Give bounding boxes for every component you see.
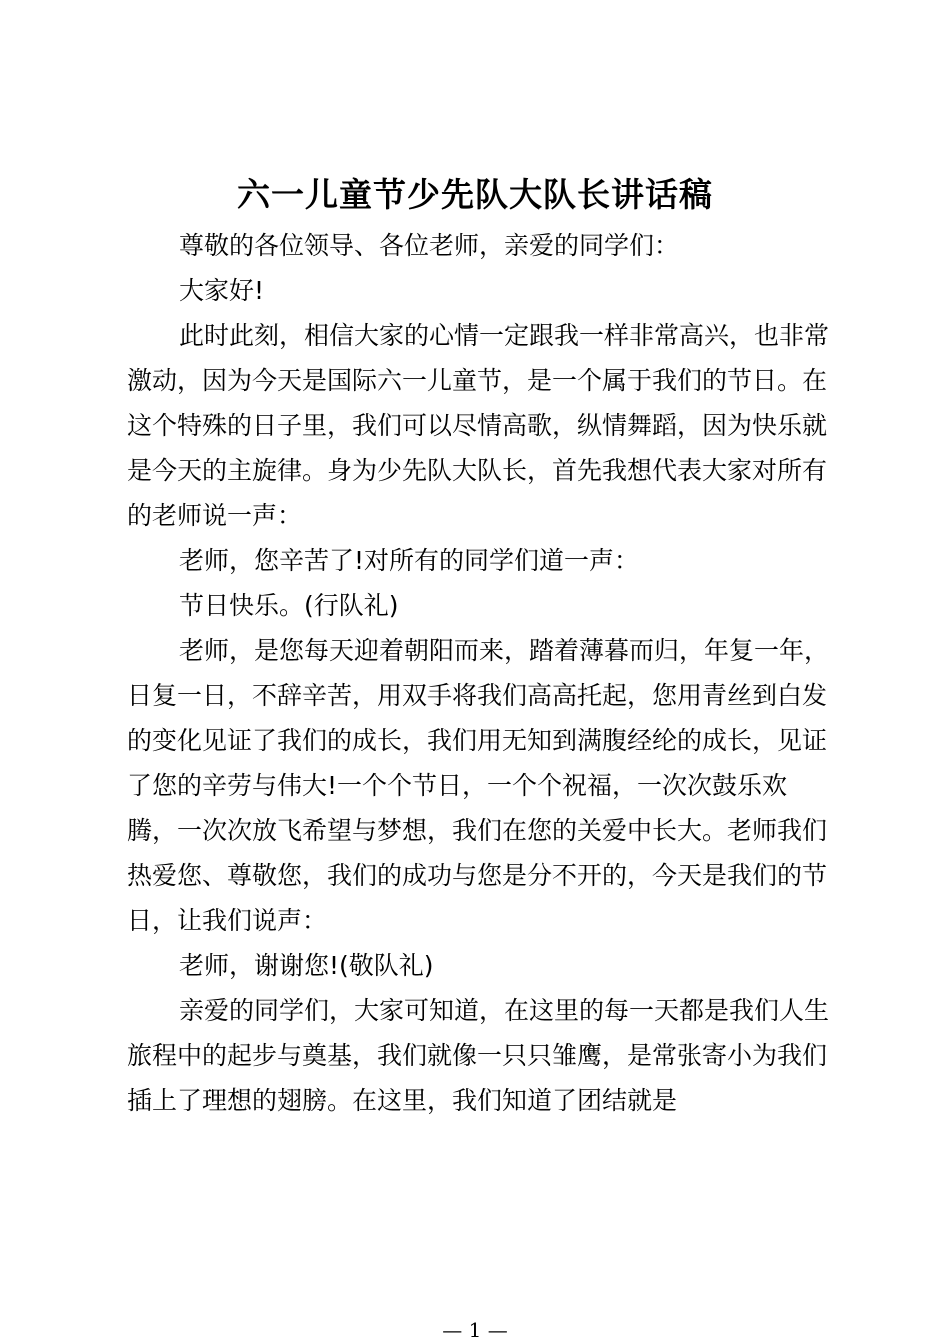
- page-number: — 1 —: [442, 1318, 508, 1342]
- paragraph-hello: 大家好!: [179, 276, 265, 305]
- paragraph-greeting: 尊敬的各位领导、各位老师，亲爱的同学们：: [179, 231, 680, 260]
- paragraph-classmates: 亲爱的同学们，大家可知道，在这里的每一天都是我们人生旅程中的起步与奠基，我们就像一只只雏鹰，是常张寄小为我们插上了理想的翅膀。在这里，我们知道了团结就是: [127, 996, 830, 1115]
- paragraph-holiday-wish: 节日快乐。(行队礼): [179, 591, 399, 620]
- paragraph-thanks-teachers: 老师，您辛苦了!对所有的同学们道一声：: [179, 546, 640, 575]
- paragraph-thank-you: 老师，谢谢您!(敬队礼): [179, 951, 434, 980]
- document-body: [127, 223, 835, 1123]
- paragraph-opening: 此时此刻，相信大家的心情一定跟我一样非常高兴，也非常激动，因为今天是国际六一儿童节，是一个属于我们的节日。在这个特殊的日子里，我们可以尽情高歌，纵情舞蹈，因为快乐就是今天的主旋律。身为少先队大队长，首先我想代表大家对所有的老师说一声：: [127, 321, 830, 530]
- paragraph-teacher-praise: 老师，是您每天迎着朝阳而来，踏着薄暮而归，年复一年，日复一日，不辞辛苦，用双手将我们高高托起，您用青丝到白发的变化见证了我们的成长，我们用无知到满腹经纶的成长，见证了您的辛劳与伟大!一个个节日，一个个祝福，一次次鼓乐欢腾，一次次放飞希望与梦想，我们在您的关爱中长大。老师我们热爱您、尊敬您，我们的成功与您是分不开的，今天是我们的节日，让我们说声：: [127, 636, 830, 935]
- document-title: 六一儿童节少先队大队长讲话稿: [237, 175, 713, 214]
